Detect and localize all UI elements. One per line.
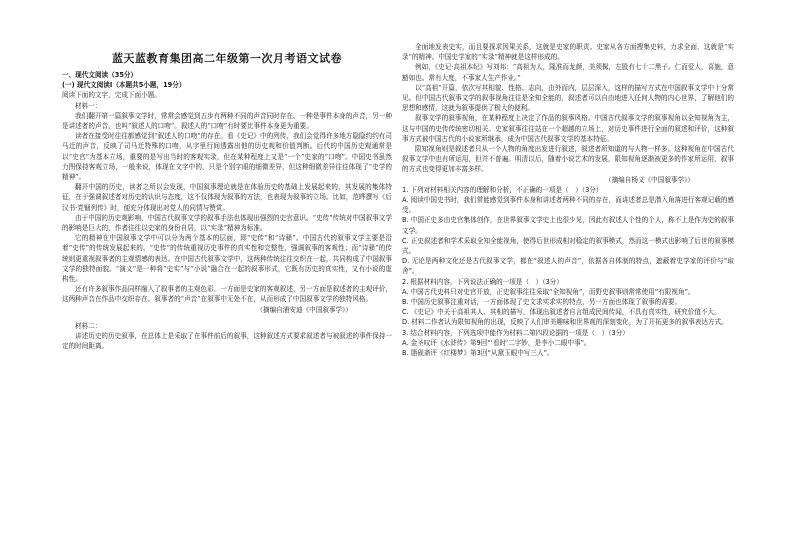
source-citation: （摘编自杨义《中国叙事学》）: [604, 175, 694, 184]
paragraph: 以“高祖”开篇，依次写其相貌、性格、志向，由外而内，层层深入，这样的描写方式在中国叙事文学中十分常见。但中国古代叙事文学的叙事视角往往是全知全能的，叙述者可以自由地进入任何人物的内心世界，了解他们的思想和感情，这就为叙事提供了极大的便利。: [402, 83, 734, 113]
source-citation: （摘编自浦安迪《中国叙事学》）: [256, 305, 352, 314]
option-2a: A. 中国古代史料只对史官开放，正史叙事往往采取“全知视角”，而野史叙事则常常使用“有限视角”。: [402, 287, 695, 296]
option-3b: B. 脂砚斋评《红楼梦》第3回“从黛玉眼中写三人”。: [402, 349, 554, 358]
question-1: 1. 下列对材料相关内容的理解和分析，不正确的一项是（ ）（3分）: [402, 185, 603, 194]
option-2d: D. 材料二作者认为限知视角的出现，反映了人们审美趣味和世界观的深刻变化，为了开拓更多的叙事表达方式。: [402, 318, 728, 327]
question-2: 2. 根据材料内容，下列说法正确的一项是（ ）（3分）: [402, 277, 563, 286]
paragraph: 限知视角则是叙述者只从一个人物的角度出发进行叙述，叙述者所知道的与人物一样多。这种视角在中国古代叙事文学中也有所运用，但并不普遍。明清以后，随着小说艺术的发展，限知视角逐渐被更多的作家所运用，叙事的方式也变得更加丰富多样。: [402, 145, 734, 174]
material-label: 材料二：: [75, 321, 102, 330]
option-2b: B. 中国历史叙事注重对话，一方面体现了史文求实求实的特点，另一方面也体现了叙事的需要。: [402, 298, 682, 307]
exam-title: 蓝天蓝教育集团高二年级第一次月考语文试卷: [112, 52, 342, 65]
paragraph: 读者在接受时往往都感觉到“叙述人的口吻”的存在。看《史记》中的列传，我们会觉得许多地方隐隐约约有司马迁的声音，反映了司马迁特殊的口吻，从字里行间透露出他的历史观和价值判断。后代的中国历史观通常是以“史官”为基本立场，重要的是写出当时的客观实录，但在某种程度上又是“一个”史家的“口吻”。中国史书虽然力图保持客观立场，一般来说，体现在文字中的，只是个别字眼的细微差异，但这种细微差异往往体现了“史学的精神”。: [62, 132, 392, 182]
paragraph: 例如，《史记·高祖本纪》写刘邦：“高祖为人，隆准而龙颜，美须髯，左股有七十二黑子。仁而爱人，喜施，意豁如也。常有大度，不事家人生产作业。”: [402, 63, 734, 82]
subsection-heading: (一) 现代文阅读Ⅰ（本题共5小题，19分）: [62, 81, 186, 90]
right-column: [402, 42, 734, 358]
paragraph: 我们翻开第一篇叙事文学时，常常会感觉到五步有两种不同的声音同时存在。一种是事件本身的声音，另一种是讲述者的声音，也叫“叙述人的口吻”。叙述人的“口吻”有时要比事件本身更为重要。: [62, 111, 392, 131]
paragraph: 全面地发表史实，而且要探求因果关系，这就是史家的职责。史家从各方面搜集史料，力求全面，这就是“实录”的精神。中国史学家的“实录”精神就是这样形成的。: [402, 43, 734, 62]
question-3: 3. 结合材料内容，下列选项中能作为材料二第四段论据的一项是（ ）（3分）: [402, 328, 629, 337]
option-1d: D. 无论是两种文化还是古代叙事文学，都在“叙述人的声音”，依据各自体制的特点，遮蔽着史学家的评价与“取舍”。: [402, 257, 734, 276]
paragraph: 还有许多叙事作品同样融入了叙事者的主观色彩，一方面是史家的客观叙述，另一方面是叙述者的主观评价，这两种声音在作品中交织存在。叙事者的“声音”在叙事中无处不在，从而形成了中国叙事文学的独特风格。: [62, 285, 392, 304]
paragraph: 翻开中国的历史，读者之所以会发现，中国叙事理论就是在体验历史的基础上发展起来的，其发展的集体特征，在于强调叙述者对历史的认识与态度，这不仅体现为叙事的方法，也表现为叙事的立场。比如，范晔撰写《后汉书·党锢列传》时，便充分体现出对党人的同情与赞赏。: [62, 183, 392, 212]
option-1c: C. 正史叙述者和学术采取全知全能视角，使得后世形成相对稳定的叙事模式，然而这一模式也影响了后世的叙事模式。: [402, 236, 734, 256]
left-column: [62, 70, 392, 351]
paragraph: 由于中国的历史观影响，中国古代叙事文学的叙事手法也体现出强烈的史官意识。“史传”传统对中国叙事文学的影响是巨大的，作者往往以史家的身份自居，以“实录”精神为标准。: [62, 213, 392, 233]
option-2c: C. 《史记》中关于高祖其人、其相的描写，体现出叙述者自言组成民间传闻，不具有真实性，研究价值不大。: [402, 308, 721, 317]
paragraph: 它的精神在中国叙事文学中可以分为两个基本的层面，即“史传”和“诗骚”。中国古代的叙事文学主要是沿着“史传”的传统发展起来的。“史传”的传统重视历史事件的真实性和完整性，强调叙事的客观性；而“诗骚”的传统则更重视叙事者的主观情感的表达。在中国古代叙事文学中，这两种传统往往交织在一起，共同构成了中国叙事文学的独特面貌。“演义”是一种将“史实”与“小说”融合在一起的叙事形式，它既有历史的真实性，又有小说的虚构性。: [62, 234, 392, 284]
option-1a: A. 阅读中国史书时，我们常能感觉到事件本身和讲述者两种不同的存在，而讲述者总是潜入角落进行客观记载的感受。: [402, 196, 734, 215]
paragraph: 讲述历史的历史叙事，在总体上是采取了在事件前后的叙事，这种叙述方式要求叙述者与被叙述的事件保持一定的时间距离。: [62, 332, 392, 351]
instruction-text: 阅读下面的文字，完成下面小题。: [62, 91, 161, 100]
paragraph: 叙事文学的叙事视角，在某种程度上决定了作品的叙事风格。中国古代叙事文学的叙事视角以全知视角为主，这与中国的史传传统密切相关。史家叙事往往站在一个超越的立场上，对历史事件进行全面的叙述和评价，这种叙事方式被中国古代的小说家所继承，成为中国古代叙事文学的基本特征。: [402, 114, 734, 143]
option-1b: B. 中国正史多由史官集体创作，在世界叙事文学史上也很少见，因此有叙述人个性的个人，称不上是作为史的叙事文学。: [402, 216, 734, 235]
material-label: 材料一：: [75, 101, 102, 110]
option-3a: A. 金圣叹评《水浒传》第9回“‘看时’二字妙，是李小二眼中事”。: [402, 338, 591, 347]
section-heading: 一、现代文阅读（35分）: [62, 71, 138, 79]
